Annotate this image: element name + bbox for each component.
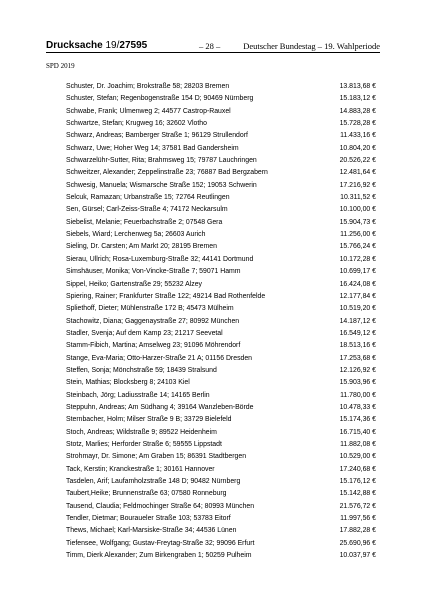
- table-row: [66, 93, 376, 105]
- donor-entry: Schuster, Stefan; Regenbogenstraße 154 D; 90469 Nürnberg: [66, 95, 254, 103]
- donation-amount: 17.216,92 €: [339, 181, 376, 189]
- doc-number: 27595: [119, 40, 148, 51]
- donation-amount: 15.904,73 €: [339, 218, 376, 226]
- donation-amount: 16.715,40 €: [339, 428, 376, 436]
- donation-amount: 15.183,12 €: [339, 95, 376, 103]
- donor-entry: Spiering, Rainer; Frankfurter Straße 122; 49214 Bad Rothenfelde: [66, 292, 266, 300]
- donation-amount: 12.177,84 €: [339, 292, 376, 300]
- donation-amount: 12.126,92 €: [339, 366, 376, 374]
- table-row: [66, 501, 376, 513]
- donor-entry: Schwartze, Stefan; Krugweg 16; 32602 Vlotho: [66, 120, 207, 128]
- donation-amount: 14.187,12 €: [339, 317, 376, 325]
- table-row: [66, 130, 376, 142]
- table-row: [66, 192, 376, 204]
- donation-amount: 17.253,68 €: [339, 354, 376, 362]
- donation-amount: 17.882,28 €: [339, 527, 376, 535]
- doc-label: Drucksache: [46, 40, 103, 51]
- table-row: [66, 390, 376, 402]
- donor-entry: Sen, Gürsel; Carl-Zeiss-Straße 4; 74172 Neckarsulm: [66, 206, 228, 214]
- donation-list: [66, 81, 376, 562]
- donor-entry: Siebels, Wiard; Lerchenweg 5a; 26603 Aurich: [66, 231, 206, 239]
- donor-entry: Stadler, Svenja; Auf dem Kamp 23; 21217 Seevetal: [66, 329, 223, 337]
- table-row: [66, 353, 376, 365]
- donor-entry: Tendler, Dietmar; Bouraueler Straße 103; 53783 Eitorf: [66, 515, 231, 523]
- table-row: [66, 377, 376, 389]
- donor-entry: Sieling, Dr. Carsten; Am Markt 20; 28195 Bremen: [66, 243, 217, 251]
- table-row: [66, 402, 376, 414]
- donor-entry: Stange, Eva-Maria; Otto-Harzer-Straße 21 A; 01156 Dresden: [66, 354, 253, 362]
- donor-entry: Sternbacher, Holm; Milser Straße 9 B; 33729 Bielefeld: [66, 416, 232, 424]
- donor-entry: Stoch, Andreas; Wildstraße 9; 89522 Heidenheim: [66, 428, 217, 436]
- donation-amount: 15.903,96 €: [339, 379, 376, 387]
- donor-entry: Sierau, Ullrich; Rosa-Luxemburg-Straße 32; 44141 Dortmund: [66, 255, 254, 263]
- table-row: [66, 365, 376, 377]
- donor-entry: Stamm-Fibich, Martina; Amselweg 23; 91096 Möhrendorf: [66, 342, 241, 350]
- donation-amount: 10.478,33 €: [339, 403, 376, 411]
- donation-amount: 21.576,72 €: [339, 502, 376, 510]
- header-rule: [46, 52, 380, 53]
- donor-entry: Stachowitz, Diana; Gaggenaystraße 27; 80992 München: [66, 317, 240, 325]
- table-row: [66, 328, 376, 340]
- donation-amount: 11.780,00 €: [340, 391, 376, 399]
- donation-amount: 15.142,88 €: [339, 490, 376, 498]
- table-row: [66, 229, 376, 241]
- table-row: [66, 451, 376, 463]
- donation-amount: 11.997,56 €: [340, 515, 376, 523]
- donation-amount: 15.176,12 €: [339, 478, 376, 485]
- table-row: [66, 476, 376, 488]
- donor-entry: Tiefensee, Wolfgang; Gustav-Freytag-Straße 32; 99096 Erfurt: [66, 539, 255, 547]
- publisher: Deutscher Bundestag – 19. Wahlperiode: [243, 41, 380, 51]
- donor-entry: Timm, Dierk Alexander; Zum Birkengraben 1; 50259 Pulheim: [66, 552, 252, 560]
- donor-entry: Schweitzer, Alexander; Zeppelinstraße 23; 76887 Bad Bergzabern: [66, 169, 268, 177]
- table-row: [66, 340, 376, 352]
- donation-amount: 13.813,68 €: [339, 83, 376, 90]
- table-row: [66, 180, 376, 192]
- donation-amount: 14.883,28 €: [339, 107, 376, 115]
- table-row: [66, 167, 376, 179]
- donation-amount: 11.256,00 €: [340, 231, 376, 239]
- donor-entry: Thews, Michael; Karl-Marsiske-Straße 34; 44536 Lünen: [66, 527, 237, 535]
- donor-entry: Tausend, Claudia; Feldmochinger Straße 64; 80993 München: [66, 502, 255, 510]
- table-row: [66, 204, 376, 216]
- table-row: [66, 106, 376, 118]
- doc-number-prefix: 19/: [105, 40, 120, 51]
- donation-amount: 10.804,20 €: [339, 144, 376, 152]
- donation-amount: 12.481,64 €: [339, 169, 376, 177]
- table-row: [66, 143, 376, 155]
- donation-amount: 17.240,68 €: [339, 465, 376, 473]
- donor-entry: Siebelist, Melanie; Feuerbachstraße 2; 07548 Gera: [66, 218, 223, 226]
- donation-amount: 11.433,16 €: [340, 132, 376, 140]
- donation-amount: 16.424,08 €: [339, 280, 376, 288]
- donation-amount: 10.037,97 €: [339, 552, 376, 560]
- donation-amount: 10.529,00 €: [339, 453, 376, 461]
- table-row: [66, 414, 376, 426]
- donor-entry: Tack, Kerstin; Kranckestraße 1; 30161 Hannover: [66, 465, 215, 473]
- table-row: [66, 427, 376, 439]
- table-row: [66, 279, 376, 291]
- table-row: [66, 155, 376, 167]
- table-row: [66, 303, 376, 315]
- donation-amount: 20.526,22 €: [339, 157, 376, 165]
- donor-entry: Schwabe, Frank; Ulmenweg 2; 44577 Castrop-Rauxel: [66, 107, 231, 115]
- donation-amount: 18.513,16 €: [339, 342, 376, 350]
- donor-entry: Steppuhn, Andreas; Am Südhang 4; 39164 Wanzleben-Börde: [66, 403, 254, 411]
- donor-entry: Schwarzelühr-Sutter, Rita; Brahmsweg 15; 79787 Lauchringen: [66, 157, 257, 165]
- table-row: [66, 241, 376, 253]
- page-header: [46, 40, 380, 52]
- table-row: [66, 291, 376, 303]
- donor-entry: Schwesig, Manuela; Wismarsche Straße 152; 19053 Schwerin: [66, 181, 257, 189]
- donor-entry: Schwarz, Andreas; Bamberger Straße 1; 96129 Strullendorf: [66, 132, 248, 140]
- table-row: [66, 488, 376, 500]
- donor-entry: Stein, Mathias; Blocksberg 8; 24103 Kiel: [66, 379, 190, 387]
- donor-entry: Stotz, Marlies; Herforder Straße 6; 59555 Lippstadt: [66, 440, 222, 448]
- table-row: [66, 513, 376, 525]
- page-number: – 28 –: [199, 41, 221, 51]
- table-row: [66, 254, 376, 266]
- donor-entry: Tasdelen, Arif; Laufamholzstraße 148 D; 90482 Nürnberg: [66, 478, 241, 485]
- donation-amount: 10.519,20 €: [339, 305, 376, 313]
- donation-amount: 25.690,96 €: [339, 539, 376, 547]
- donation-amount: 10.100,00 €: [339, 206, 376, 214]
- donor-entry: Spliethoff, Dieter; Mühlenstraße 172 B; 45473 Mülheim: [66, 305, 234, 313]
- document-number: [46, 40, 147, 51]
- donation-amount: 10.172,28 €: [339, 255, 376, 263]
- donor-entry: Sippel, Heiko; Gartenstraße 29; 55232 Alzey: [66, 280, 202, 288]
- donation-amount: 10.311,52 €: [340, 194, 376, 202]
- party-label: SPD 2019: [46, 62, 75, 70]
- table-row: [66, 81, 376, 93]
- table-row: [66, 266, 376, 278]
- donation-amount: 10.699,17 €: [339, 268, 376, 276]
- donation-amount: 15.728,28 €: [339, 120, 376, 128]
- table-row: [66, 525, 376, 537]
- table-row: [66, 550, 376, 562]
- table-row: [66, 439, 376, 451]
- donor-entry: Taubert,Heike; Brunnenstraße 63; 07580 Ronneburg: [66, 490, 227, 498]
- donation-amount: 15.766,24 €: [339, 243, 376, 251]
- donor-entry: Selcuk, Ramazan; Urbanstraße 15; 72764 Reutlingen: [66, 194, 230, 202]
- donor-entry: Steffen, Sonja; Mönchstraße 59; 18439 Stralsund: [66, 366, 217, 374]
- donation-amount: 16.549,12 €: [339, 329, 376, 337]
- table-row: [66, 464, 376, 476]
- donor-entry: Schwarz, Uwe; Hoher Weg 14; 37581 Bad Gandersheim: [66, 144, 239, 152]
- donor-entry: Steinbach, Jörg; Ladiusstraße 14; 14165 Berlin: [66, 391, 210, 399]
- donation-amount: 15.174,36 €: [339, 416, 376, 424]
- donor-entry: Simshäuser, Monika; Von-Vincke-Straße 7; 59071 Hamm: [66, 268, 241, 276]
- table-row: [66, 538, 376, 550]
- donor-entry: Strohmayr, Dr. Simone; Am Graben 15; 86391 Stadtbergen: [66, 453, 247, 461]
- table-row: [66, 316, 376, 328]
- table-row: [66, 118, 376, 130]
- table-row: [66, 217, 376, 229]
- donor-entry: Schuster, Dr. Joachim; Brokstraße 58; 28203 Bremen: [66, 83, 230, 90]
- donation-amount: 11.882,08 €: [340, 440, 376, 448]
